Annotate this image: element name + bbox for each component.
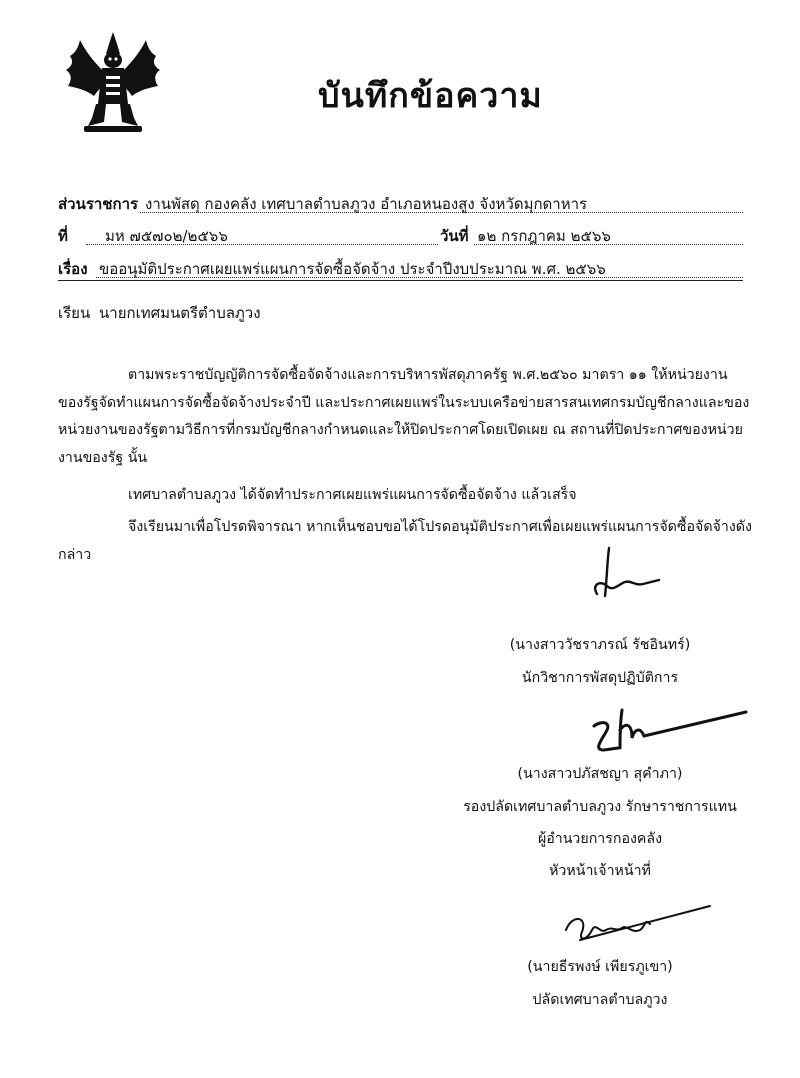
department-underline [140,212,743,213]
paragraph-1-line-1: ตามพระราชบัญญัติการจัดซื้อจัดจ้างและการบริหารพัสดุภาครัฐ พ.ศ.๒๕๖๐ มาตรา ๑๑ ให้หน่วยงาน [128,367,728,383]
paragraph-1-line-3: หน่วยงานของรัฐตามวิธีการที่กรมบัญชีกลางกำหนดและให้ปิดประกาศโดยเปิดเผย ณ สถานที่ปิดประกาศของหน่วย [58,422,743,438]
date-label: วันที่ [440,227,469,245]
date-value: ๑๒ กรกฎาคม ๒๕๖๖ [477,227,611,245]
signer-3-position: ปลัดเทศบาลตำบลภูวง [532,992,668,1008]
department-value: งานพัสดุ กองคลัง เทศบาลตำบลภูวง อำเภอหนองสูง จังหวัดมุกดาหาร [145,195,588,213]
paragraph-2: เทศบาลตำบลภูวง ได้จัดทำประกาศเผยแพร่แผนการจัดซื้อจัดจ้าง แล้วเสร็จ [128,487,577,503]
salutation [58,301,261,325]
signature-3 [560,900,720,946]
signer-2-name: (นางสาวปภัสชญา สุคำภา) [517,766,683,782]
signer-1-position: นักวิชาการพัสดุปฏิบัติการ [521,670,679,686]
garuda-emblem-icon [58,26,168,136]
date-underline [474,244,743,245]
salutation-to: นายกเทศมนตรีตำบลภูวง [99,304,261,322]
subject-underline [96,277,743,278]
subject-value: ขออนุมัติประกาศเผยแพร่แผนการจัดซื้อจัดจ้าง ประจำปีงบประมาณ พ.ศ. ๒๕๖๖ [99,260,606,278]
signature-2 [586,700,752,762]
subject-label: เรื่อง [58,260,88,278]
signer-2-position-1: รองปลัดเทศบาลตำบลภูวง รักษาราชการแทน [463,799,737,815]
signer-3-name: (นายธีรพงษ์ เพียรภูเขา) [527,959,673,975]
subject-divider [58,280,743,281]
paragraph-3-line-2: กล่าว [58,547,92,563]
paragraph-1-line-2: ของรัฐจัดทำแผนการจัดซื้อจัดจ้างประจำปี และประกาศเผยแพร่ในระบบเครือข่ายสารสนเทศกรมบัญชีกลางและของ [58,395,750,411]
paragraph-1-line-4: งานของรัฐ นั้น [58,450,148,466]
ref-underline [86,244,438,245]
paragraph-3-line-1: จึงเรียนมาเพื่อโปรดพิจารณา หากเห็นชอบขอได้โปรดอนุมัติประกาศเพื่อเผยแพร่แผนการจัดซื้อจัดจ้างดัง [128,519,752,535]
ref-label: ที่ [58,227,68,245]
ref-value: มห ๗๕๗๐๒/๒๕๖๖ [105,227,228,245]
signer-1-name: (นางสาววัชราภรณ์ รัชอินทร์) [509,637,691,653]
page-title: บันทึกข้อความ [318,76,543,116]
signer-2-position-2: ผู้อำนวยการกองคลัง [537,831,663,847]
salutation-label: เรียน [58,304,91,322]
signature-1 [585,544,665,616]
signer-2-position-3: หัวหน้าเจ้าหน้าที่ [549,863,651,879]
department-label: ส่วนราชการ [58,195,139,213]
